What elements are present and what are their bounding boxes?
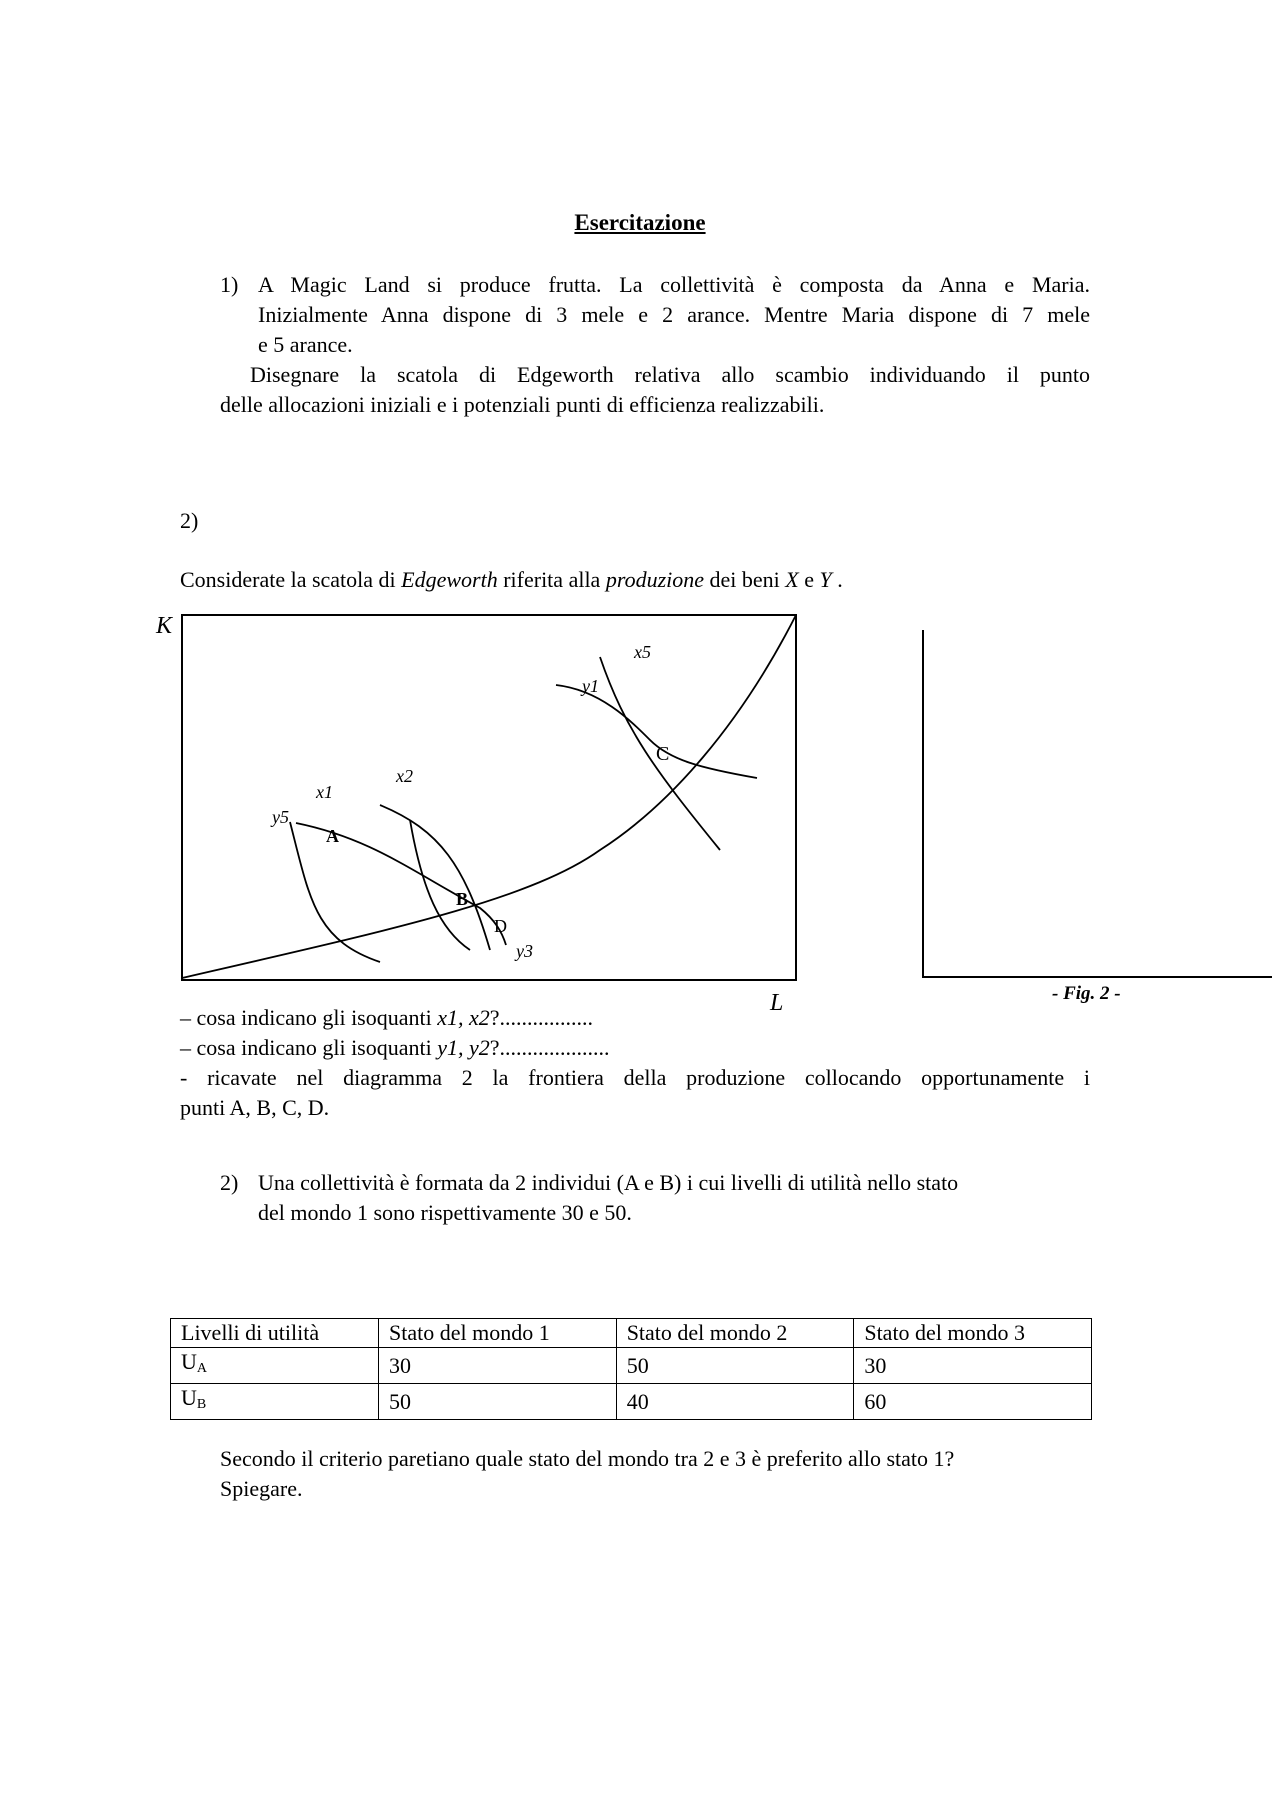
table-cell: 50 [379,1384,617,1420]
q1-line5: delle allocazioni iniziali e i potenziali punti di efficienza realizzabili. [220,392,825,417]
table-cell: 50 [616,1348,854,1384]
table-cell: 30 [379,1348,617,1384]
fig2-caption: - Fig. 2 - [1052,983,1121,1004]
edgeworth-box-diagram [150,610,810,1020]
q1-number: 1) [220,272,239,297]
q2-bullet-1-vars: x1, x2 [437,1005,490,1030]
q2-intro-x: X [785,567,799,592]
q3-line2: del mondo 1 sono rispettivamente 30 e 50. [258,1200,632,1225]
q2-intro-and: e [798,567,820,592]
q1-line2: Inizialmente Anna dispone di 3 mele e 2 arance. Mentre Maria dispone di 7 mele [258,302,1090,327]
q2-intro-edgeworth: Edgeworth [401,567,498,592]
point-b-label: B [456,889,469,909]
point-d-label: D [494,916,507,936]
q1-line3: e 5 arance. [258,332,353,357]
q2-intro-end: . [831,567,843,592]
table-row [171,1384,1092,1420]
q2-intro-y: Y [819,567,832,592]
q3-question-line2: Spiegare. [220,1476,303,1501]
point-a-label: A [326,826,339,846]
utility-table [170,1318,1092,1420]
q2-bullet-3-line2: punti A, B, C, D. [180,1095,330,1120]
q1-line4: Disegnare la scatola di Edgeworth relativa allo scambio individuando il punto [250,362,1090,387]
row-label-u: U [181,1385,197,1410]
table-header-cell: Stato del mondo 1 [379,1319,617,1348]
q2-intro-mid2: dei beni [704,567,786,592]
q2-bullet-2-pre: – cosa indicano gli isoquanti [180,1035,438,1060]
label-y3: y3 [516,941,533,961]
row-label-u: U [181,1349,197,1374]
q2-intro [180,565,843,595]
table-cell: 30 [854,1348,1092,1384]
q3-line1: Una collettività è formata da 2 individui (A e B) i cui livelli di utilità nello stato [258,1170,959,1195]
q2-bullet-2 [180,1033,610,1063]
row-label-sub: B [196,1397,207,1412]
table-row-label [171,1384,379,1420]
axis-l-label: L [770,990,784,1016]
isoquant-x2-b [380,805,490,950]
table-row [171,1348,1092,1384]
table-header-cell: Stato del mondo 3 [854,1319,1092,1348]
q2-bullet-2-post: ?.................... [489,1035,610,1060]
label-x5: x5 [634,642,651,662]
q2-bullet-1-pre: – cosa indicano gli isoquanti [180,1005,438,1030]
label-x1: x1 [316,782,333,802]
q2-bullet-2-vars: y1, y2 [437,1035,490,1060]
table-header-row [171,1319,1092,1348]
axis-k-label: K [156,613,173,639]
table-cell: 60 [854,1384,1092,1420]
table-row-label [171,1348,379,1384]
label-y5: y5 [272,807,289,827]
label-x2: x2 [396,766,413,786]
q2-intro-pre: Considerate la scatola di [180,567,402,592]
q1-line1: A Magic Land si produce frutta. La collettività è composta da Anna e Maria. [258,272,1090,297]
table-cell: 40 [616,1384,854,1420]
q3-number: 2) [220,1170,239,1195]
label-y1: y1 [582,676,599,696]
edgeworth-box [182,615,796,980]
q2-intro-produzione: produzione [605,567,705,592]
q2-bullet-3-line1: - ricavate nel diagramma 2 la frontiera della produzione collocando opportunamente i [180,1065,1090,1090]
q2-number: 2) [180,508,199,533]
fig2-axes [900,620,1280,1000]
table-header-cell: Livelli di utilità [171,1319,379,1348]
q3-question-line1: Secondo il criterio paretiano quale stato del mondo tra 2 e 3 è preferito allo stato 1? [220,1446,955,1471]
page-title: Esercitazione [574,210,706,235]
contract-curve [182,615,796,978]
table-header-cell: Stato del mondo 2 [616,1319,854,1348]
point-c-label: C [656,743,670,765]
q2-bullet-1 [180,1003,593,1033]
q2-intro-mid: riferita alla [497,567,606,592]
q2-bullet-1-post: ?................. [489,1005,594,1030]
row-label-sub: A [196,1361,208,1376]
